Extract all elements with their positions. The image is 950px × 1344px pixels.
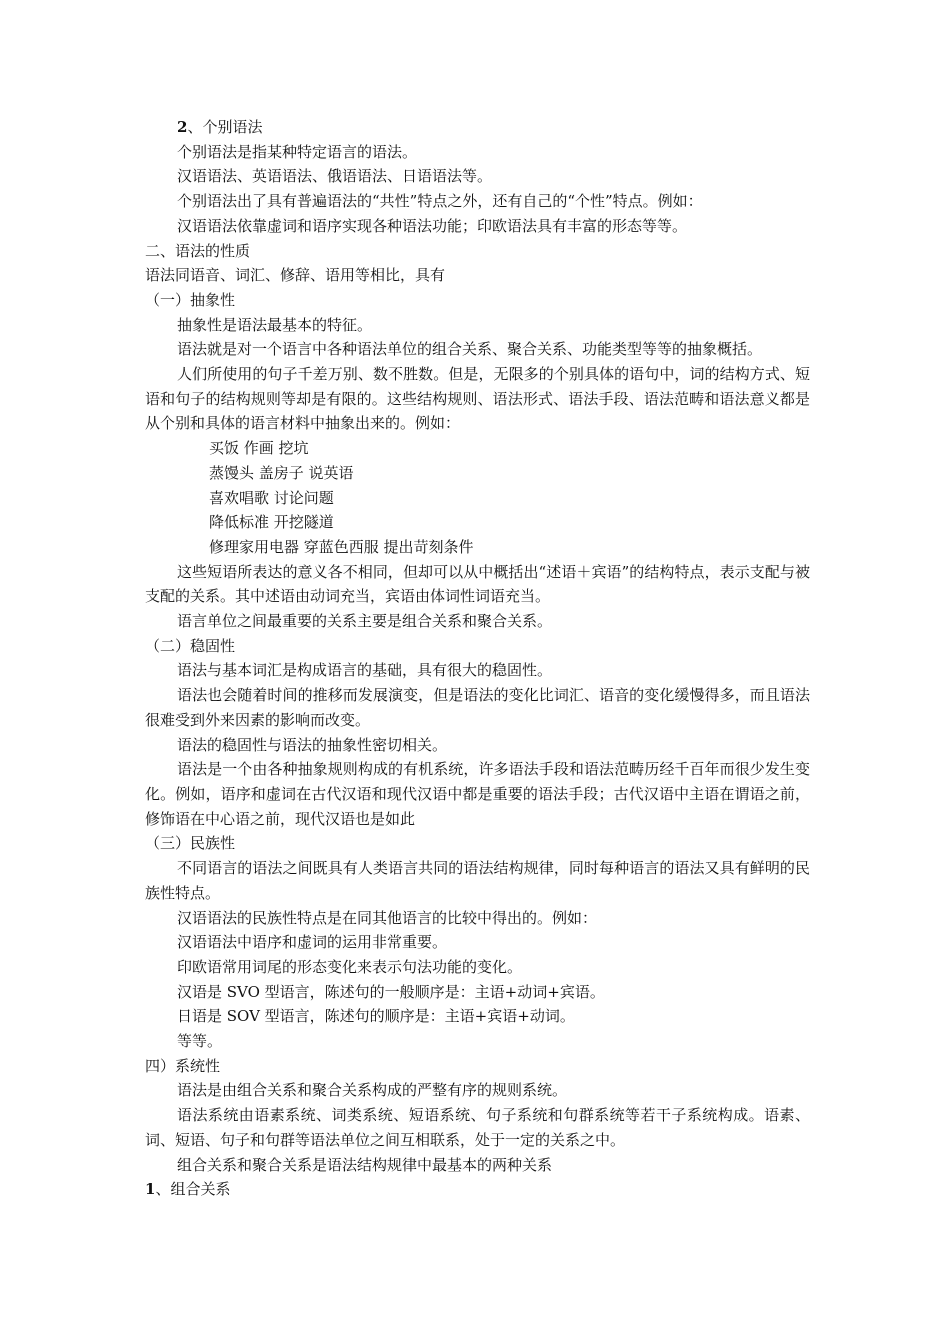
paragraph: 汉语语法的民族性特点是在同其他语言的比较中得出的。例如： xyxy=(177,908,598,927)
section-heading-combination-relation xyxy=(145,1177,810,1202)
section-number: 2 xyxy=(177,118,188,136)
paragraph: 抽象性是语法最基本的特征。 xyxy=(177,315,373,334)
example-line: 降低标准 开挖隧道 xyxy=(209,513,334,532)
paragraph: 语法同语音、词汇、修辞、语用等相比，具有 xyxy=(145,266,446,285)
section-title: 、个别语法 xyxy=(187,118,263,136)
paragraph: 语法系统由语素系统、词类系统、短语系统、句子系统和句群系统等若干子系统构成。语素、词、短语、句子和句群等语法单位之间互相联系，处于一定的关系之中。 xyxy=(145,1106,810,1149)
paragraph: 语法就是对一个语言中各种语法单位的组合关系、聚合关系、功能类型等等的抽象概括。 xyxy=(177,340,763,359)
paragraph: 语法与基本词汇是构成语言的基础，具有很大的稳固性。 xyxy=(177,661,553,680)
paragraph: 汉语语法中语序和虚词的运用非常重要。 xyxy=(177,933,448,952)
paragraph: 日语是 SOV 型语言，陈述句的顺序是：主语+宾语+动词。 xyxy=(177,1007,575,1026)
example-line: 修理家用电器 穿蓝色西服 提出苛刻条件 xyxy=(209,537,474,556)
paragraph: 等等。 xyxy=(177,1032,223,1051)
heading-grammar-nature: 二、语法的性质 xyxy=(145,241,251,260)
paragraph: 汉语语法依靠虚词和语序实现各种语法功能；印欧语法具有丰富的形态等等。 xyxy=(177,216,688,235)
example-line: 蒸馒头 盖房子 说英语 xyxy=(209,463,354,482)
paragraph: 语法是一个由各种抽象规则构成的有机系统，许多语法手段和语法范畴历经千百年而很少发生变化。例如，语序和虚词在古代汉语和现代汉语中都是重要的语法手段；古代汉语中主语在谓语之前，修饰语在中心语之前，现代汉语也是如此 xyxy=(145,760,810,828)
paragraph: 印欧语常用词尾的形态变化来表示句法功能的变化。 xyxy=(177,957,523,976)
section-number: 1 xyxy=(145,1180,156,1199)
paragraph: 不同语言的语法之间既具有人类语言共同的语法结构规律，同时每种语言的语法又具有鲜明的民族性特点。 xyxy=(145,859,810,902)
section-title: 、组合关系 xyxy=(155,1180,231,1199)
section-heading-individual-grammar xyxy=(145,115,810,140)
heading-systematicity: 四）系统性 xyxy=(145,1056,221,1075)
paragraph: 语法是由组合关系和聚合关系构成的严整有序的规则系统。 xyxy=(177,1081,568,1100)
example-line: 喜欢唱歌 讨论问题 xyxy=(209,488,334,507)
paragraph: 人们所使用的句子千差万别、数不胜数。但是，无限多的个别具体的语句中，词的结构方式、短语和句子的结构规则等却是有限的。这些结构规则、语法形式、语法手段、语法范畴和语法意义都是从个别和具体的语言材料中抽象出来的。例如： xyxy=(145,365,810,433)
heading-abstractness: （一）抽象性 xyxy=(145,290,236,309)
paragraph: 组合关系和聚合关系是语法结构规律中最基本的两种关系 xyxy=(177,1155,553,1174)
example-line: 买饭 作画 挖坑 xyxy=(209,439,309,458)
paragraph: 个别语法出了具有普遍语法的“共性”特点之外，还有自己的“个性”特点。例如： xyxy=(177,192,703,211)
heading-stability: （二）稳固性 xyxy=(145,636,236,655)
heading-ethnicity: （三）民族性 xyxy=(145,834,236,853)
paragraph: 语法也会随着时间的推移而发展演变，但是语法的变化比词汇、语音的变化缓慢得多，而且语法很难受到外来因素的影响而改变。 xyxy=(145,686,810,729)
paragraph: 这些短语所表达的意义各不相同，但却可以从中概括出“述语＋宾语”的结构特点，表示支配与被支配的关系。其中述语由动词充当，宾语由体词性词语充当。 xyxy=(145,562,810,606)
paragraph: 个别语法是指某种特定语言的语法。 xyxy=(177,142,418,161)
paragraph: 语言单位之间最重要的关系主要是组合关系和聚合关系。 xyxy=(177,612,553,631)
document-page xyxy=(145,115,810,1202)
paragraph: 语法的稳固性与语法的抽象性密切相关。 xyxy=(177,735,448,754)
paragraph: 汉语是 SVO 型语言，陈述句的一般顺序是：主语+动词+宾语。 xyxy=(177,982,605,1001)
paragraph: 汉语语法、英语语法、俄语语法、日语语法等。 xyxy=(177,167,493,186)
